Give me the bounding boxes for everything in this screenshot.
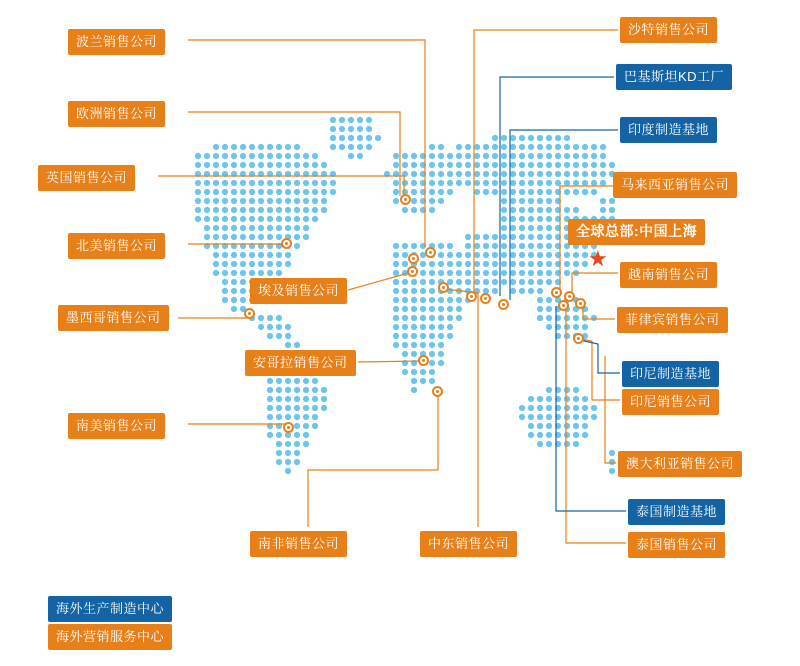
label-mexico-sales[interactable]: 墨西哥销售公司 <box>58 305 169 331</box>
legend-item-manufacturing: 海外生产制造中心 <box>48 596 172 622</box>
label-egypt-sales[interactable]: 埃及销售公司 <box>250 278 347 304</box>
label-south-africa-sales[interactable]: 南非销售公司 <box>250 531 347 557</box>
label-poland-sales[interactable]: 波兰销售公司 <box>68 29 165 55</box>
label-philippines-sales[interactable]: 菲律宾销售公司 <box>617 307 728 333</box>
label-australia-sales[interactable]: 澳大利亚销售公司 <box>618 451 742 477</box>
label-south-america-sales[interactable]: 南美销售公司 <box>68 413 165 439</box>
label-indonesia-manufacturing-base[interactable]: 印尼制造基地 <box>622 361 719 387</box>
node-india[interactable] <box>498 299 509 310</box>
node-poland[interactable] <box>425 247 436 258</box>
legend <box>48 596 172 650</box>
node-thailand[interactable] <box>558 300 569 311</box>
label-thailand-manufacturing-base[interactable]: 泰国制造基地 <box>628 499 725 525</box>
label-malaysia-sales[interactable]: 马来西亚销售公司 <box>613 172 737 198</box>
label-pakistan-kd-plant[interactable]: 巴基斯坦KD工厂 <box>616 64 732 90</box>
node-angola[interactable] <box>418 355 429 366</box>
node-uk[interactable] <box>400 194 411 205</box>
node-north-america[interactable] <box>281 238 292 249</box>
label-saudi-sales[interactable]: 沙特销售公司 <box>620 17 717 43</box>
node-indonesia[interactable] <box>573 333 584 344</box>
label-north-america-sales[interactable]: 北美销售公司 <box>68 233 165 259</box>
node-middle-east[interactable] <box>438 282 449 293</box>
label-uk-sales[interactable]: 英国销售公司 <box>38 165 135 191</box>
node-malaysia[interactable] <box>551 287 562 298</box>
node-south-america[interactable] <box>283 422 294 433</box>
label-india-manufacturing-base[interactable]: 印度制造基地 <box>620 117 717 143</box>
label-thailand-sales[interactable]: 泰国销售公司 <box>628 532 725 558</box>
node-europe[interactable] <box>407 266 418 277</box>
label-europe-sales[interactable]: 欧洲销售公司 <box>68 101 165 127</box>
label-middle-east-sales[interactable]: 中东销售公司 <box>420 531 517 557</box>
label-angola-sales[interactable]: 安哥拉销售公司 <box>245 350 356 376</box>
label-global-headquarters[interactable]: 全球总部:中国上海 <box>568 219 705 245</box>
node-mexico[interactable] <box>244 308 255 319</box>
node-saudi[interactable] <box>466 291 477 302</box>
node-egypt[interactable] <box>408 253 419 264</box>
node-philippines[interactable] <box>575 298 586 309</box>
node-pakistan[interactable] <box>480 293 491 304</box>
label-vietnam-sales[interactable]: 越南销售公司 <box>620 262 717 288</box>
node-south-africa[interactable] <box>432 386 443 397</box>
hq-star-icon: ★ <box>588 246 608 271</box>
label-indonesia-sales[interactable]: 印尼销售公司 <box>622 389 719 415</box>
legend-item-marketing: 海外营销服务中心 <box>48 624 172 650</box>
